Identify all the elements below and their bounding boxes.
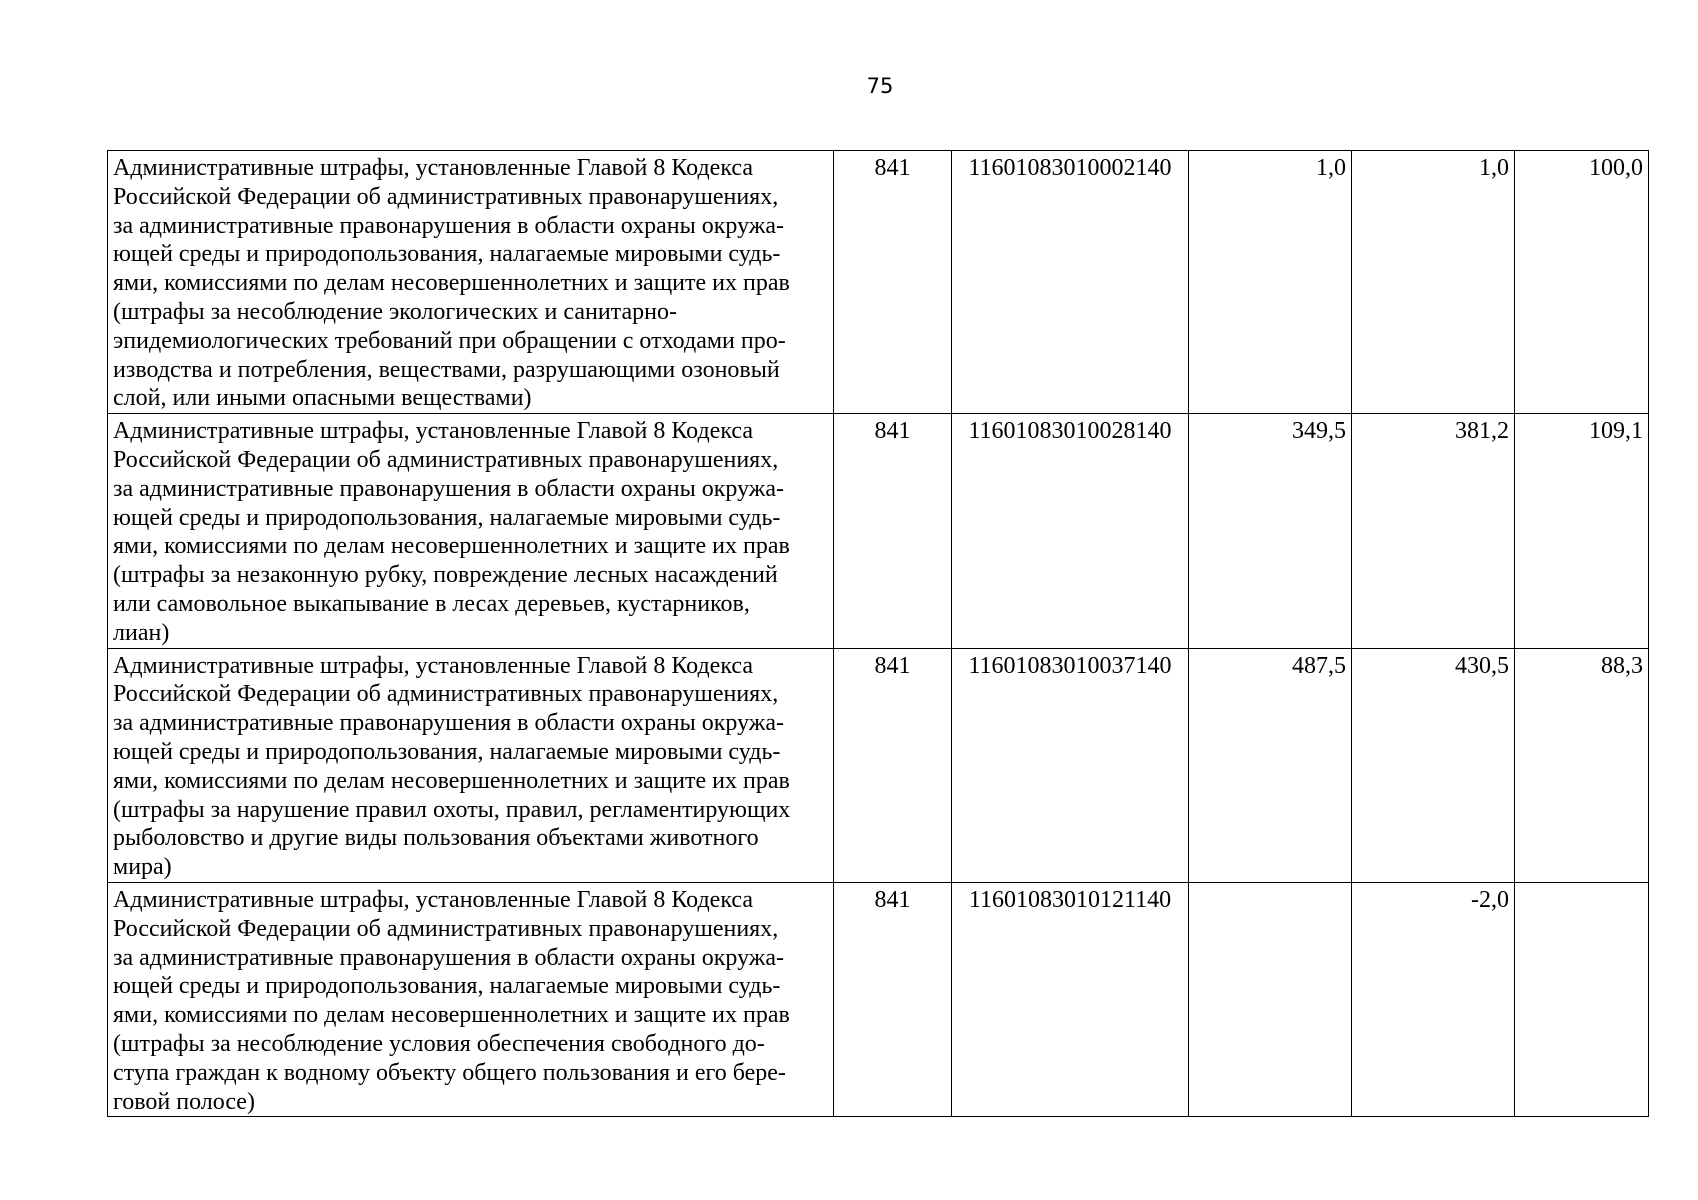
value-1-cell bbox=[1189, 882, 1352, 1116]
description-line: ющей среды и природопользования, налагаемые мировыми судь- bbox=[113, 504, 781, 531]
percent-cell: 100,0 bbox=[1515, 151, 1649, 414]
revenue-table bbox=[107, 150, 1649, 1117]
row-description bbox=[108, 882, 834, 1116]
table-row bbox=[108, 882, 1649, 1116]
row-description bbox=[108, 648, 834, 882]
description-line: рыболовство и другие виды пользования объектами животного bbox=[113, 825, 759, 852]
percent-cell: 88,3 bbox=[1515, 648, 1649, 882]
value-2-cell: 1,0 bbox=[1352, 151, 1515, 414]
description-line: Административные штрафы, установленные Главой 8 Кодекса bbox=[113, 155, 753, 181]
percent-cell: 109,1 bbox=[1515, 414, 1649, 648]
description-line: ями, комиссиями по делам несовершеннолетних и защите их прав bbox=[113, 1002, 790, 1029]
value-1-cell: 487,5 bbox=[1189, 648, 1352, 882]
description-line: ющей среды и природопользования, налагаемые мировыми судь- bbox=[113, 738, 781, 765]
description-line: Российской Федерации об административных правонарушениях, bbox=[113, 183, 779, 210]
description-line: ющей среды и природопользования, налагаемые мировыми судь- bbox=[113, 973, 781, 1000]
row-description bbox=[108, 414, 834, 648]
description-line: Российской Федерации об административных правонарушениях, bbox=[113, 681, 779, 708]
value-1-cell: 349,5 bbox=[1189, 414, 1352, 648]
description-line: (штрафы за незаконную рубку, повреждение лесных насаждений bbox=[113, 562, 778, 589]
row-description bbox=[108, 151, 834, 414]
page-number: 75 bbox=[866, 74, 894, 98]
value-2-cell: 430,5 bbox=[1352, 648, 1515, 882]
description-line: Российской Федерации об административных правонарушениях, bbox=[113, 446, 779, 473]
description-line: лиан) bbox=[113, 619, 170, 646]
description-line: ями, комиссиями по делам несовершеннолетних и защите их прав bbox=[113, 767, 790, 794]
description-line: (штрафы за несоблюдение условия обеспечения свободного до- bbox=[113, 1030, 765, 1057]
value-2-cell: -2,0 bbox=[1352, 882, 1515, 1116]
budget-code-cell: 11601083010037140 bbox=[952, 648, 1189, 882]
table-row bbox=[108, 648, 1649, 882]
description-line: ступа граждан к водному объекту общего пользования и его бере- bbox=[113, 1059, 786, 1086]
description-line: Российской Федерации об административных правонарушениях, bbox=[113, 915, 779, 942]
description-line: Административные штрафы, установленные Главой 8 Кодекса bbox=[113, 652, 753, 679]
budget-code-cell: 11601083010002140 bbox=[952, 151, 1189, 414]
description-line: за административные правонарушения в области охраны окружа- bbox=[113, 944, 785, 971]
description-line: за административные правонарушения в области охраны окружа- bbox=[113, 710, 785, 737]
description-line: Административные штрафы, установленные Главой 8 Кодекса bbox=[113, 418, 753, 445]
description-line: эпидемиологических требований при обращении с отходами про- bbox=[113, 327, 786, 354]
description-line: (штрафы за несоблюдение экологических и санитарно- bbox=[113, 298, 677, 325]
budget-code-cell: 11601083010121140 bbox=[952, 882, 1189, 1116]
table-row bbox=[108, 151, 1649, 414]
description-line: или самовольное выкапывание в лесах деревьев, кустарников, bbox=[113, 590, 750, 617]
admin-code-cell: 841 bbox=[834, 414, 952, 648]
description-line: ями, комиссиями по делам несовершеннолетних и защите их прав bbox=[113, 533, 790, 560]
description-line: ями, комиссиями по делам несовершеннолетних и защите их прав bbox=[113, 270, 790, 297]
description-line: за административные правонарушения в области охраны окружа- bbox=[113, 212, 785, 239]
admin-code-cell: 841 bbox=[834, 648, 952, 882]
description-line: ющей среды и природопользования, налагаемые мировыми судь- bbox=[113, 241, 781, 268]
admin-code-cell: 841 bbox=[834, 151, 952, 414]
description-line: (штрафы за нарушение правил охоты, правил, регламентирующих bbox=[113, 796, 791, 823]
description-line: Административные штрафы, установленные Главой 8 Кодекса bbox=[113, 886, 753, 913]
description-line: за административные правонарушения в области охраны окружа- bbox=[113, 475, 785, 502]
description-line: говой полосе) bbox=[113, 1088, 255, 1115]
value-2-cell: 381,2 bbox=[1352, 414, 1515, 648]
description-line: слой, или иными опасными веществами) bbox=[113, 385, 532, 412]
value-1-cell: 1,0 bbox=[1189, 151, 1352, 414]
table-row bbox=[108, 414, 1649, 648]
description-line: изводства и потребления, веществами, разрушающими озоновый bbox=[113, 356, 780, 383]
percent-cell bbox=[1515, 882, 1649, 1116]
budget-code-cell: 11601083010028140 bbox=[952, 414, 1189, 648]
description-line: мира) bbox=[113, 854, 172, 881]
admin-code-cell: 841 bbox=[834, 882, 952, 1116]
